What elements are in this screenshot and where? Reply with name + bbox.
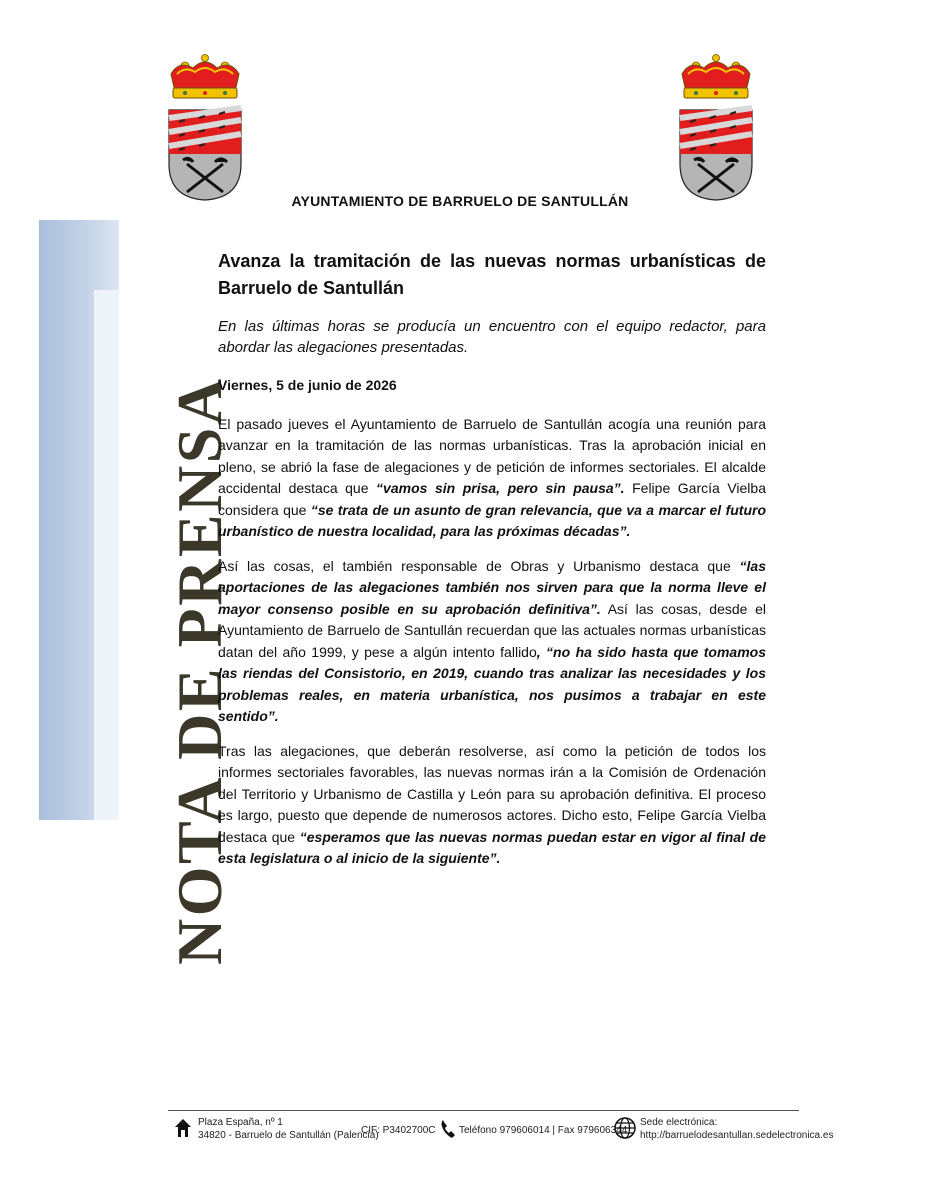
headline: Avanza la tramitación de las nuevas normas urbanísticas de Barruelo de Santullán — [218, 251, 766, 298]
paragraph-quote: “se trata de un asunto de gran relevancia, que va a marcar el futuro urbanístico de nuestra localidad, para las próximas décadas” — [218, 501, 766, 539]
address-line-1: Plaza España, nº 1 — [198, 1117, 283, 1128]
globe-icon — [614, 1117, 636, 1139]
shield — [169, 108, 241, 200]
paragraph — [218, 414, 766, 543]
paragraph — [218, 741, 766, 870]
paragraph-text: Así las cosas, desde el Ayuntamiento de Barruelo de Santullán recuerdan que las actuales normas urbanísticas datan del año 1999, y pese a algún intento fallido — [218, 600, 766, 660]
footer-phone-fax: Teléfono 979606014 | Fax 979606344 — [459, 1125, 628, 1136]
article — [218, 248, 766, 883]
paragraph-quote: “las aportaciones de las alegaciones también nos sirven para que la norma lleve el mayor consenso posible en su aprobación definitiva”. — [218, 557, 766, 617]
paragraph-text: Tras las alegaciones, que deberán resolverse, así como la petición de todos los informes sectoriales favorables, las nuevas normas irán a la Comisión de Ordenación del Territorio y Urbanismo de Castilla y León para su aprobación definitiva. El proceso es largo, puesto que depende de numerosos actores. Dicho esto, Felipe García Vielba destaca que — [218, 742, 766, 845]
footer-divider — [168, 1110, 799, 1111]
shield — [680, 108, 752, 200]
paragraph — [218, 556, 766, 728]
subheadline: En las últimas horas se producía un encuentro con el equipo redactor, para abordar las alegaciones presentadas. — [218, 318, 766, 356]
organization-title: AYUNTAMIENTO DE BARRUELO DE SANTULLÁN — [291, 193, 629, 209]
press-release-vertical-title: NOTA DE PRENSA — [164, 376, 235, 965]
paragraph-text: Felipe García Vielba considera que — [218, 480, 766, 518]
paragraph-text: El pasado jueves el Ayuntamiento de Barruelo de Santullán acogía una reunión para avanzar en la tramitación de las normas urbanísticas. Tras la aprobación inicial en pleno, se abrió la fase de alegaciones y de petición de informes sectoriales. El alcalde accidental destaca que — [218, 415, 766, 496]
footer — [168, 1116, 834, 1146]
crown — [171, 55, 239, 99]
paragraph-quote: “vamos sin prisa, pero sin pausa”. — [376, 480, 625, 496]
paragraph-text: Así las cosas, el también responsable de Obras y Urbanismo destaca que — [218, 557, 740, 574]
coat-of-arms-right — [676, 52, 756, 202]
crown — [682, 55, 750, 99]
paragraph-text: . — [274, 708, 279, 724]
footer-sede — [640, 1116, 833, 1142]
sede-url[interactable]: http://barruelodesantullan.sedelectronica.es — [640, 1130, 834, 1141]
house-icon — [174, 1118, 192, 1138]
address-line-2: 34820 - Barruelo de Santullán (Palencia) — [198, 1130, 379, 1141]
date: Viernes, 5 de junio de 2026 — [218, 377, 397, 393]
paragraph-text: . — [496, 850, 501, 866]
paragraph-text: . — [626, 523, 631, 539]
sede-label: Sede electrónica: — [640, 1117, 718, 1128]
footer-address — [198, 1116, 379, 1142]
paragraph-quote: “esperamos que las nuevas normas puedan estar en vigor al final de esta legislatura o al inicio de la siguiente” — [218, 828, 766, 866]
side-band-highlight — [94, 290, 119, 820]
phone-icon — [440, 1119, 456, 1139]
coat-of-arms-left — [165, 52, 245, 202]
paragraph-quote: , “no ha sido hasta que tomamos las riendas del Consistorio, en 2019, cuando tras analizar las necesidades y los problemas reales, en materia urbanística, nos pusimos a trabajar en este sentido” — [218, 643, 766, 724]
footer-cif: CIF: P3402700C — [361, 1125, 436, 1136]
